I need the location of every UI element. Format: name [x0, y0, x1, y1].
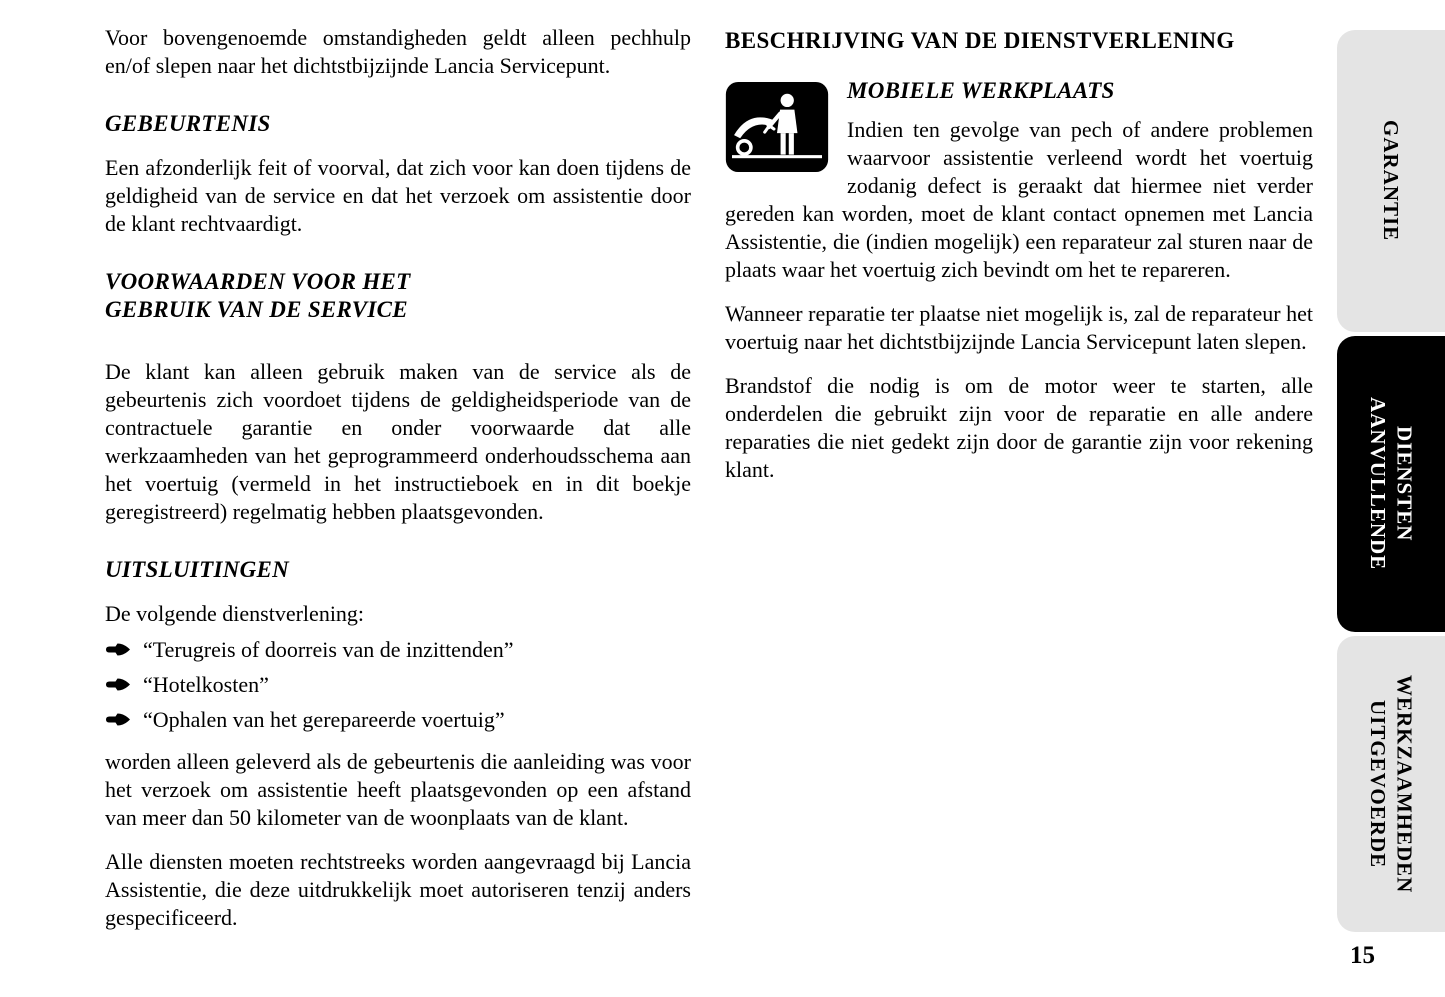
pointing-hand-icon — [105, 636, 131, 664]
list-item — [105, 636, 691, 664]
right-column — [725, 24, 1313, 500]
exclusion-list — [105, 636, 691, 734]
section-heading-uitsluitingen: UITSLUITINGEN — [105, 557, 290, 582]
list-item — [105, 706, 691, 734]
tab-garantie — [1337, 30, 1445, 332]
list-item — [105, 671, 691, 699]
left-column — [105, 24, 691, 948]
mobiele-werkplaats-paragraph-1: Indien ten gevolge van pech of andere problemen waarvoor assistentie verleend wordt het voertuig zodanig defect is geraakt dat hiermee niet verder gereden kan worden, moet de klant contact opnemen met Lancia Assistentie, die (indien mogelijk) een reparateur zal sturen naar de plaats waar het voertuig zich bevindt om het te repareren. — [725, 117, 1313, 282]
pointing-hand-icon — [105, 671, 131, 699]
tab-aanvullende-diensten — [1337, 336, 1445, 632]
mobiele-werkplaats-paragraph-3: Brandstof die nodig is om de motor weer te starten, alle onderdelen die gebruikt zijn voor de reparatie en alle andere reparaties die niet gedekt zijn door de garantie zijn voor rekening klant. — [725, 373, 1313, 482]
heading-line-1: VOORWAARDEN VOOR HET — [105, 269, 411, 294]
page-title: BESCHRIJVING VAN DE DIENSTVERLENING — [725, 28, 1235, 53]
tab-uitgevoerde-werkzaamheden-label: UITGEVOERDE WERKZAAMHEDEN — [1366, 674, 1417, 894]
heading-line-2: GEBRUIK VAN DE SERVICE — [105, 297, 408, 322]
list-item-text: “Terugreis of doorreis van de inzittenden” — [143, 637, 514, 662]
page-number: 15 — [1350, 942, 1375, 969]
exclusions-note-paragraph: worden alleen geleverd als de gebeurtenis die aanleiding was voor het verzoek om assistentie heeft plaatsgevonden op een afstand van meer dan 50 kilometer van de woonplaats van de klant. — [105, 749, 691, 830]
tab-uitgevoerde-werkzaamheden — [1337, 636, 1445, 932]
section-heading-mobiele-werkplaats: MOBIELE WERKPLAATS — [847, 78, 1115, 103]
mobile-workshop-icon — [725, 82, 829, 172]
list-item-text: “Ophalen van het gerepareerde voertuig” — [143, 707, 505, 732]
section-heading-voorwaarden — [105, 268, 691, 324]
tab-garantie-label: GARANTIE — [1379, 120, 1404, 242]
list-item-text: “Hotelkosten” — [143, 672, 269, 697]
tab-aanvullende-diensten-label: AANVULLENDE DIENSTEN — [1366, 397, 1417, 571]
voorwaarden-paragraph: De klant kan alleen gebruik maken van de service als de gebeurtenis zich voordoet tijdens de geldigheidsperiode van de contractuele garantie en onder voorwaarde dat alle werkzaamheden van het geprogrammeerd onderhoudsschema aan het voertuig (vermeld in het instructieboek en in dit boekje geregistreerd) regelmatig hebben plaatsgevonden. — [105, 359, 691, 524]
final-note-paragraph: Alle diensten moeten rechtstreeks worden aangevraagd bij Lancia Assistentie, die deze uitdrukkelijk moet autoriseren tenzij anders gespecificeerd. — [105, 849, 691, 930]
service-description-block — [725, 78, 1313, 300]
intro-paragraph: Voor bovengenoemde omstandigheden geldt alleen pechhulp en/of slepen naar het dichtstbijzijnde Lancia Servicepunt. — [105, 25, 691, 78]
pointing-hand-icon — [105, 706, 131, 734]
section-heading-gebeurtenis: GEBEURTENIS — [105, 111, 271, 136]
gebeurtenis-paragraph: Een afzonderlijk feit of voorval, dat zich voor kan doen tijdens de geldigheid van de service en dat het verzoek om assistentie door de klant rechtvaardigt. — [105, 155, 691, 236]
mobiele-werkplaats-paragraph-2: Wanneer reparatie ter plaatse niet mogelijk is, zal de reparateur het voertuig naar het dichtstbijzijnde Lancia Servicepunt laten slepen. — [725, 301, 1313, 354]
uitsluitingen-intro: De volgende dienstverlening: — [105, 601, 365, 626]
